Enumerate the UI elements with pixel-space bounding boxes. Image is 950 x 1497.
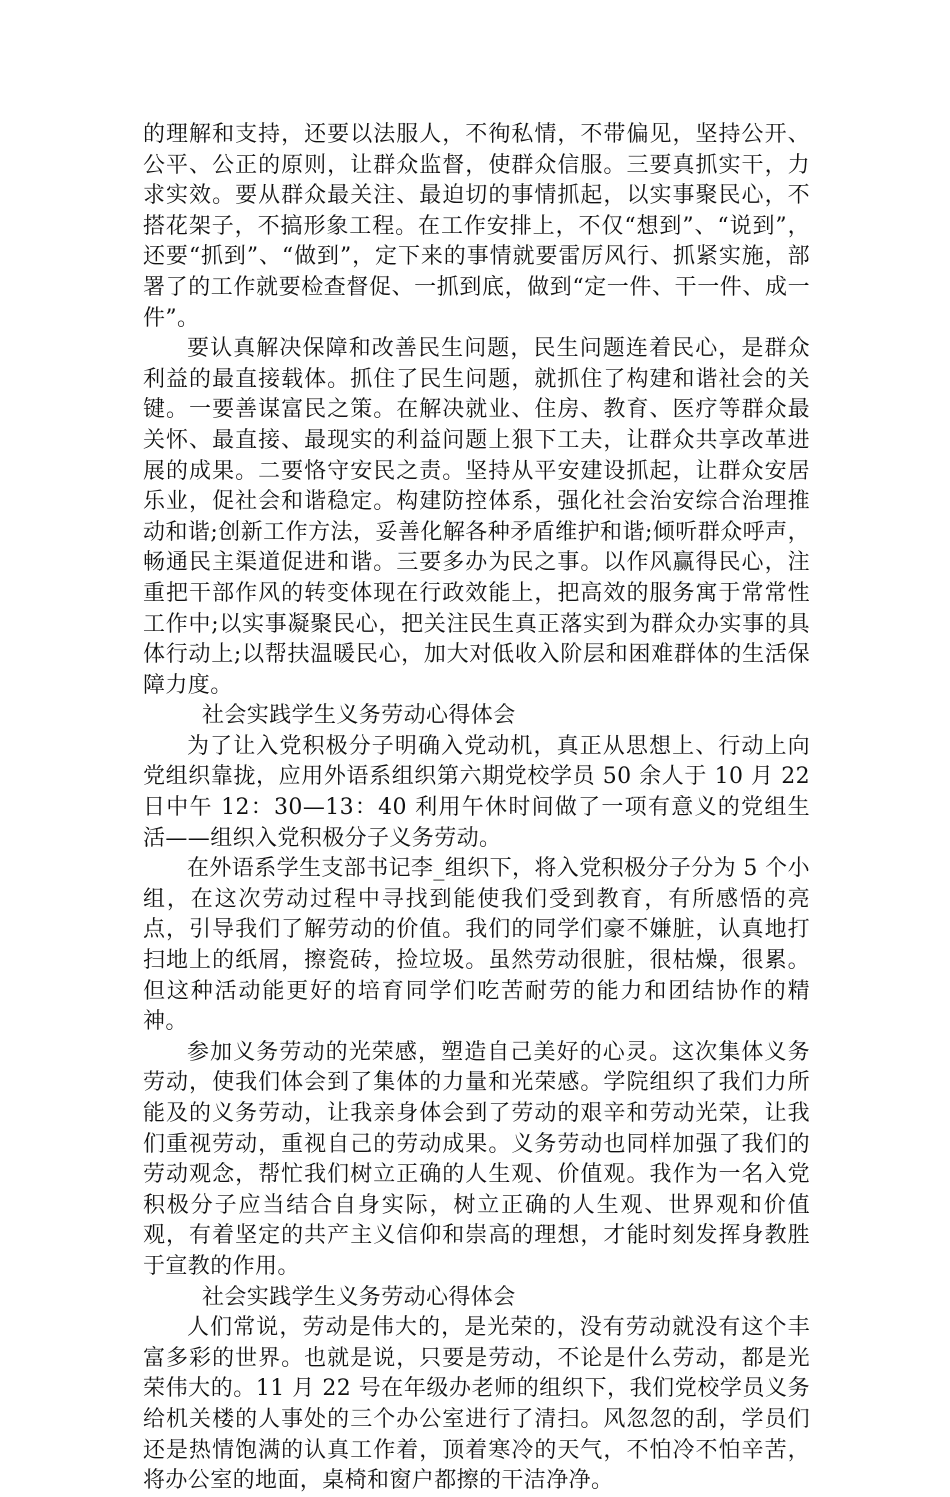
section-heading-1: 社会实践学生义务劳动心得体会	[202, 703, 516, 729]
paragraph-cleaning-offices: 人们常说，劳动是伟大的，是光荣的，没有劳动就没有这个丰富多彩的世界。也就是说，只要是劳动，不论是什么劳动，都是光荣伟大的。11 月 22 号在年级办老师的组织下，我们党校学员义务给机关楼的人事处的三个办公室进行了清扫。风忽忽的刮，学员们还是热情饱满的认真工作着，顶着寒冷的天气，不怕冷不怕辛苦，将办公室的地面，桌椅和窗户都擦的干洁净净。	[143, 1315, 810, 1494]
paragraph-party-activity: 为了让入党积极分子明确入党动机，真正从思想上、行动上向党组织靠拢，应用外语系组织第六期党校学员 50 余人于 10 月 22 日中午 12：30—13：40 利用午休时间做了一项有意义的党组生活——组织入党积极分子义务劳动。	[143, 733, 810, 851]
section-heading-2: 社会实践学生义务劳动心得体会	[202, 1284, 516, 1310]
paragraph-group-labor: 在外语系学生支部书记李_组织下，将入党积极分子分为 5 个小组，在这次劳动过程中寻找到能使我们受到教育，有所感悟的亮点，引导我们了解劳动的价值。我们的同学们豪不嫌脏，认真地打扫地上的纸屑，擦瓷砖，捡垃圾。虽然劳动很脏，很枯燥，很累。但这种活动能更好的培育同学们吃苦耐劳的能力和团结协作的精神。	[143, 856, 810, 1035]
document-body	[143, 120, 810, 1497]
paragraph-honor-of-labor: 参加义务劳动的光荣感，塑造自己美好的心灵。这次集体义务劳动，使我们体会到了集体的力量和光荣感。学院组织了我们力所能及的义务劳动，让我亲身体会到了劳动的艰辛和劳动光荣，让我们重视劳动，重视自己的劳动成果。义务劳动也同样加强了我们的劳动观念，帮忙我们树立正确的人生观、价值观。我作为一名入党积极分子应当结合自身实际，树立正确的人生观、世界观和价值观，有着坚定的共产主义信仰和崇高的理想，才能时刻发挥身教胜于宣教的作用。	[143, 1039, 810, 1279]
paragraph-livelihood: 要认真解决保障和改善民生问题，民生问题连着民心，是群众利益的最直接载体。抓住了民生问题，就抓住了构建和谐社会的关键。一要善谋富民之策。在解决就业、住房、教育、医疗等群众最关怀、最直接、最现实的利益问题上狠下工夫，让群众共享改革进展的成果。二要恪守安民之责。坚持从平安建设抓起，让群众安居乐业，促社会和谐稳定。构建防控体系，强化社会治安综合治理推动和谐;创新工作方法，妥善化解各种矛盾维护和谐;倾听群众呼声，畅通民主渠道促进和谐。三要多办为民之事。以作风赢得民心，注重把干部作风的转变体现在行政效能上，把高效的服务寓于常常性工作中;以实事凝聚民心，把关注民生真正落实到为群众办实事的具体行动上;以帮扶温暖民心，加大对低收入阶层和困难群体的生活保障力度。	[143, 336, 810, 698]
paragraph-rule-of-law: 的理解和支持，还要以法服人，不徇私情，不带偏见，坚持公开、公平、公正的原则，让群众监督，使群众信服。三要真抓实干，力求实效。要从群众最关注、最迫切的事情抓起，以实事聚民心，不搭花架子，不搞形象工程。在工作安排上，不仅“想到”、“说到”，还要“抓到”、“做到”，定下来的事情就要雷厉风行、抓紧实施，部署了的工作就要检查督促、一抓到底，做到“定一件、干一件、成一件”。	[143, 122, 810, 331]
